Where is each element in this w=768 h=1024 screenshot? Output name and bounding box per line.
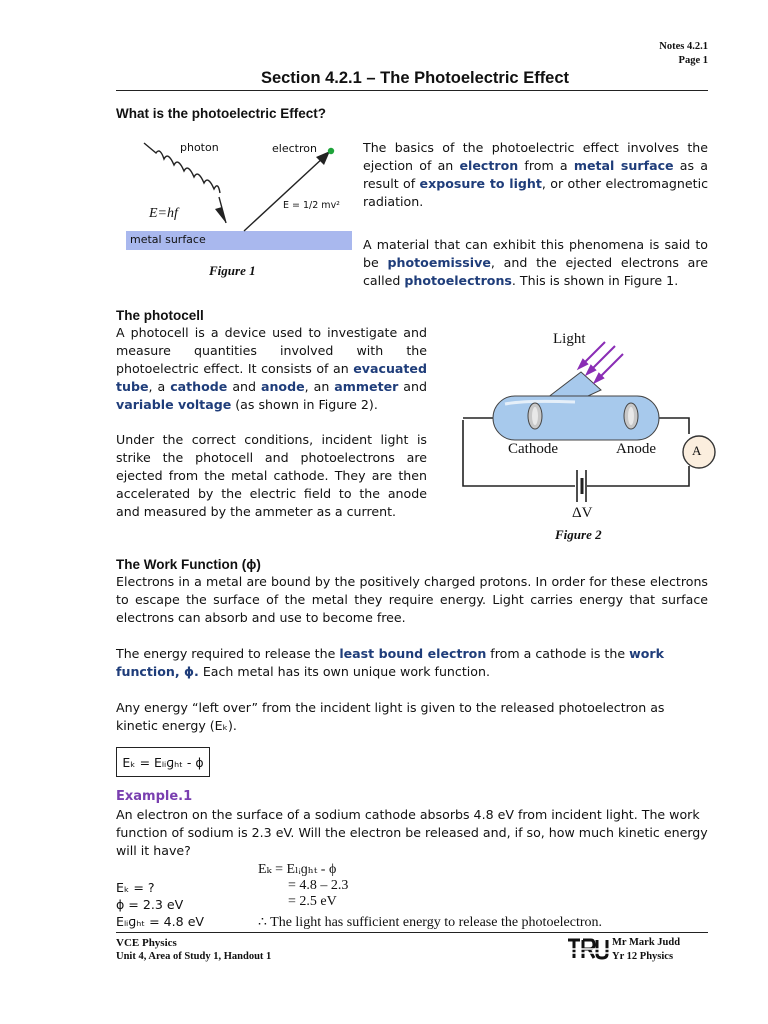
metal-surface-label: metal surface: [130, 233, 206, 246]
section-heading-photocell: The photocell: [116, 308, 204, 323]
text-run: A photocell is a device used to investigate and measure quantities involved with the photoelectric effect. It consists of an: [116, 325, 427, 376]
highlighted-term: variable voltage: [116, 397, 232, 412]
photon-label: photon: [180, 141, 219, 154]
example-label: Example.1: [116, 789, 193, 804]
anode-label: Anode: [616, 441, 656, 457]
work-function-paragraph-1: Electrons in a metal are bound by the positively charged protons. In order for these electrons to escape the surface of the metal they require energy. Light carries energy that surface electrons can absorb and use to become free.: [116, 574, 708, 625]
highlighted-term: cathode: [170, 379, 228, 394]
cathode-label: Cathode: [508, 441, 558, 457]
footer-unit: Unit 4, Area of Study 1, Handout 1: [116, 951, 272, 962]
electron-dot: [328, 148, 334, 154]
text-run: from a cathode is the: [486, 646, 630, 661]
highlighted-term: electron: [459, 158, 519, 173]
text-run: , or other electromagnetic radiation.: [363, 176, 709, 209]
working-line-3: = 2.5 eV: [288, 894, 337, 909]
footer-course: VCE Physics: [116, 937, 177, 949]
highlighted-term: photoelectrons: [404, 273, 512, 288]
text-run: A material that can exhibit this phenomena is said to be: [363, 237, 708, 270]
formula-text: Eₖ = Eₗᵢɡₕₜ - ϕ: [122, 754, 204, 770]
highlighted-term: anode: [260, 379, 305, 394]
page-title: Section 4.2.1 – The Photoelectric Effect: [260, 69, 570, 87]
section-heading-work-function: The Work Function (ϕ): [116, 557, 261, 572]
photocell-paragraph-1: [116, 324, 427, 414]
electron-label: electron: [272, 142, 317, 155]
figure-2-caption: Figure 2: [555, 527, 602, 542]
formula-box: [116, 747, 210, 777]
title-rule: [116, 90, 708, 91]
highlighted-term: least bound electron: [339, 646, 487, 661]
given-elight: Eₗᵢɡₕₜ = 4.8 eV: [116, 914, 205, 929]
text-run: (as shown in Figure 2).: [231, 397, 378, 412]
work-function-paragraph-2: [116, 645, 708, 681]
light-label: Light: [553, 331, 586, 347]
electron-arrow-line: [244, 157, 324, 231]
figure-1-caption: Figure 1: [209, 263, 256, 278]
text-run: Each metal has its own unique work function.: [198, 664, 490, 679]
voltage-label: ΔV: [572, 505, 593, 521]
footer-author: Mr Mark Judd: [612, 937, 681, 948]
text-run: and: [227, 379, 261, 394]
section-heading-photoelectric: What is the photoelectric Effect?: [116, 106, 327, 121]
text-run: from a: [518, 158, 574, 173]
photoelectric-paragraph-2: [363, 236, 708, 290]
given-phi: ϕ = 2.3 eV: [116, 897, 184, 912]
work-function-paragraph-3: Any energy “left over” from the incident light is given to the released photoelectron as kinetic energy (Eₖ).: [116, 700, 665, 733]
highlighted-term: photoemissive: [387, 255, 491, 270]
text-run: , an: [304, 379, 335, 394]
highlighted-term: ammeter: [334, 379, 399, 394]
photoelectric-paragraph-1: [363, 139, 708, 211]
notes-number: Notes 4.2.1: [659, 41, 708, 52]
ammeter-label: A: [692, 443, 702, 458]
working-line-2: = 4.8 – 2.3: [288, 878, 349, 893]
given-ek: Eₖ = ?: [116, 880, 155, 895]
highlighted-term: metal surface: [573, 158, 674, 173]
text-run: The energy required to release the: [116, 646, 340, 661]
highlighted-term: evacuated tube: [116, 361, 427, 394]
example-question: An electron on the surface of a sodium cathode absorbs 4.8 eV from incident light. The work function of sodium is 2.3 eV. Will the electron be released and, if so, how much kinetic energy will it have?: [116, 807, 708, 858]
text-run: as a result of: [363, 158, 708, 191]
text-run: and: [398, 379, 427, 394]
footer-logo: [567, 937, 609, 961]
energy-label: E=hf: [149, 206, 178, 221]
footer-rule: [116, 932, 708, 933]
page-number: Page 1: [678, 55, 708, 66]
example-working: [258, 862, 348, 910]
text-run: , a: [148, 379, 171, 394]
highlighted-term: work function, ϕ.: [116, 646, 664, 679]
working-line-1: Eₖ = Eₗᵢɡₕₜ - ϕ: [258, 862, 337, 877]
example-conclusion: ∴ The light has sufficient energy to release the photoelectron.: [258, 915, 603, 930]
text-run: The basics of the photoelectric effect involves the ejection of an: [363, 140, 708, 173]
text-run: , and the ejected electrons are called: [363, 255, 709, 288]
footer-level: Yr 12 Physics: [612, 951, 674, 962]
text-run: . This is shown in Figure 1.: [511, 273, 679, 288]
example-givens: [116, 879, 204, 930]
figure-2-diagram: [455, 330, 725, 505]
logo-graphic: [567, 937, 609, 961]
kinetic-energy-label: E = 1/2 mv²: [283, 200, 340, 211]
highlighted-term: exposure to light: [419, 176, 542, 191]
photocell-paragraph-2: Under the correct conditions, incident light is strike the photocell and photoelectrons are ejected from the metal cathode. They are then accelerated by the electric field to the anode and measured by the ammeter as a current.: [116, 432, 427, 519]
